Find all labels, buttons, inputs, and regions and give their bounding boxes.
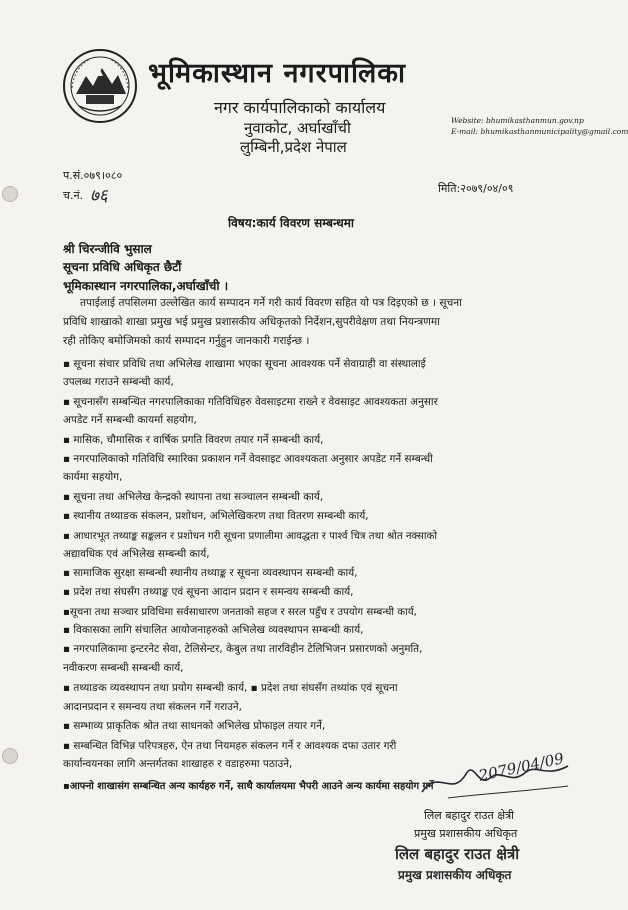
binder-hole [2,186,18,202]
duty-line: ▪ सामाजिक सुरक्षा सम्बन्धी स्थानीय तथ्याङ्क र सूचना व्यवस्थापन सम्बन्धी कार्य, [63,567,358,579]
intro-line: प्रविधि शाखाको शाखा प्रमुख भई प्रमुख प्रशासकीय अधिकृतको निर्देशन,सुपरीवेक्षण तथा नियन्त्रणमा [63,316,440,328]
signatory-name: लिल बहादुर राउत क्षेत्री [424,809,515,822]
office-name: नगर कार्यपालिकाको कार्यालय [214,98,386,117]
duty-line: ▪ नगरपालिकामा इन्टरनेट सेवा, टेलिसेन्टर, केबुल तथा तारविहीन टेलिभिजन प्रसारणको अनुमति, [63,643,423,655]
duty-line: ▪ आधारभूत तथ्याङ्क सङ्कलन र प्रशोधन गरी सूचना प्रणालीमा आवद्धता र पार्श्व चित्र तथा श्रोत नक्साको [63,531,437,542]
email-text: E-mail: bhumikasthanmunicipality@gmail.com [451,127,628,136]
binder-hole [2,748,18,764]
duty-line: आदानप्रदान र समन्वय तथा संकलन गर्ने गराउने, [63,701,242,713]
recipient-name: श्री चिरन्जीवि भुसाल [63,242,152,256]
letter-date: मिति:२०७९/०४/०९ [438,182,514,195]
duty-line: कार्यमा सहयोग, [63,471,123,483]
recipient-office: भूमिकास्थान नगरपालिका,अर्घाखाँची । [63,279,229,293]
duty-line: ▪ सम्बन्धित विभिन्न परिपत्रहरु, ऐन तथा नियमहरु संकलन गर्ने र आवश्यक दफा उतार गरी [63,740,397,752]
letter-subject: विषय:कार्य विवरण सम्बन्धमा [227,216,354,230]
duty-line: ▪ सम्भाव्य प्राकृतिक श्रोत तथा साधनको अभिलेख प्रोफाइल तयार गर्ने, [63,720,326,732]
signatory-title: प्रमुख प्रशासकीय अधिकृत [414,827,518,840]
duty-line: ▪ प्रदेश तथा संघसँग तथ्याङ्क एवं सूचना आदान प्रदान र समन्वय सम्बन्धी कार्य, [63,586,354,598]
duty-line: ▪ सूचना तथा अभिलेख केन्द्रको स्थापना तथा सञ्चालन सम्बन्धी कार्य, [63,491,324,503]
handwritten-date: 2079/04/09 [477,749,566,785]
duty-line: ▪आफ्नो शाखासंग सम्बन्धित अन्य कार्यहरु गर्ने, साथै कार्यालयमा भैपरी आउने अन्य कार्यमा सहयोग गर्ने [63,781,434,792]
duty-line: उपलब्ध गराउने सम्बन्धी कार्य, [63,376,174,388]
intro-line: तपाईलाई तपसिलमा उल्लेखित कार्य सम्पादन गर्ने गरी कार्य विवरण सहित यो पत्र दिइएको छ । सूचना [80,297,462,309]
duty-line: ▪सूचना तथा सञ्चार प्रविधिमा सर्वसाधारण जनताको सहज र सरल पहुँच र उपयोग सम्बन्धी कार्य, [63,607,417,618]
intro-line: रही तोकिए बमोजिमको कार्य सम्पादन गर्नुहुन जानकारी गराईन्छ । [63,335,310,347]
municipality-emblem-logo [62,48,138,124]
dispatch-label: च.नं. [63,189,84,202]
address-line-2: लुम्बिनी,प्रदेश नेपाल [240,138,347,156]
duty-line: ▪ नगरपालिकाको गतिविधि स्मारिका प्रकाशन गर्ने वेवसाइट आवश्यकता अनुसार अपडेट गर्ने सम्बन्धी [63,453,433,465]
duty-line: ▪ मासिक, चौमासिक र वार्षिक प्रगति विवरण तयार गर्ने सम्बन्धी कार्य, [63,434,324,446]
duty-line: कार्यान्वयनका लागि अन्तर्गतका शाखाहरु र वडाहरुमा पठाउने, [63,758,293,770]
duty-line: ▪ स्थानीय तथ्याङक संकलन, प्रशोधन, अभिलेखिकरण तथा वितरण सम्बन्धी कार्य, [63,510,369,522]
stamp-title: प्रमुख प्रशासकीय अधिकृत [398,868,512,882]
duty-line: अद्यावधिक एवं अभिलेख सम्बन्धी कार्य, [63,548,210,560]
duty-line: नवीकरण सम्बन्धी सम्बन्धी कार्य, [63,662,184,674]
reference-number: प.सं.०७९।०८० [63,169,123,182]
duty-line: अपडेट गर्ने सम्बन्धी कायर्मा सहयोग, [63,414,197,426]
duty-line: ▪ विकासका लागि संचालित आयोजनाहरुको अभिलेख व्यवस्थापन सम्बन्धी कार्य, [63,624,364,636]
dispatch-number-handwritten: ७६ [90,186,108,206]
organization-name: भूमिकास्थान नगरपालिका [148,58,407,89]
address-line-1: नुवाकोट, अर्घाखाँची [244,119,351,137]
recipient-title: सूचना प्रविधि अधिकृत छैटौं [63,260,182,274]
duty-line: ▪ सूचनासँग सम्बन्धित नगरपालिकाका गतिविधिहरु वेवसाइटमा राख्ने र वेवसाइट आवश्यकता अनुसार [63,396,438,408]
duty-line: ▪ सूचना संचार प्रविधि तथा अभिलेख शाखामा भएका सूचना आवश्यक पर्ने सेवाग्राही वा संस्थालाई [63,358,426,370]
stamp-name: लिल बहादुर राउत क्षेत्री [395,845,520,863]
duty-line: ▪ तथ्याङक व्यवस्थापन तथा प्रयोग सम्बन्धी कार्य, ▪ प्रदेश तथा संघसँग तथ्यांक एवं सूचना [63,682,398,694]
website-text: Website: bhumikasthanmun.gov.np [451,116,584,125]
